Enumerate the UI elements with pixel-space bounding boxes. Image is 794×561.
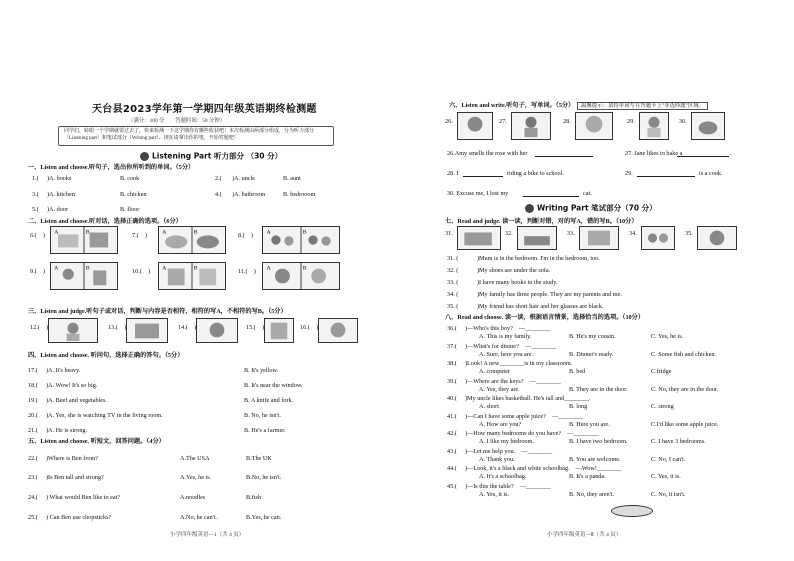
option-b: B. aunt [283, 175, 301, 182]
option-b: B. I have two bedroom. [569, 438, 628, 445]
q-number: 25.( [28, 514, 38, 521]
q-number: 1.( [32, 175, 39, 182]
question: )My uncle likes basketball. He's tall and________. [465, 395, 591, 402]
listening-banner-text: Listening Part 听力部分 （30 分） [152, 151, 283, 161]
q-label: 14.( ) [178, 324, 197, 331]
statement: )Mum is in the bedroom. I'm in the bedroom, too. [477, 255, 600, 262]
option-b: B. They are in the door. [569, 385, 628, 393]
section-3-title: 三、Listen and judge.听句子或对话，判断与内容是否相符，相符的写A，不相符的写B。（5分） [28, 308, 287, 315]
q-label: 15.( ) [246, 324, 265, 331]
q-label: 13.( ) [108, 324, 127, 331]
picture-pair [50, 226, 118, 254]
option-c: C. Yes, he is. [651, 333, 684, 340]
option-a: )A. It's heavy. [46, 367, 81, 374]
option-b: B. Here you are. [569, 420, 610, 428]
option-a: A. computer [479, 368, 510, 375]
q-label: 28. [563, 118, 571, 125]
q-label: 33. [567, 230, 575, 237]
sentence-end: cat. [583, 190, 592, 197]
option-c: C.fridge [651, 368, 672, 375]
judge-picture [48, 318, 98, 343]
q-number: 5.( [32, 206, 39, 213]
q-number: 41.( [447, 412, 457, 420]
svg-text:A: A [54, 229, 59, 236]
right-page [397, 0, 794, 561]
option-a: A. It's a schoolbag. [479, 473, 527, 480]
option-b: B. No, they aren't. [569, 490, 615, 498]
option-a: A.noodles [180, 494, 206, 501]
q-label: 9.( ) [30, 268, 45, 275]
option-c: C. No, they are in the door. [651, 385, 719, 393]
option-c: C. No, it isn't. [651, 490, 686, 498]
option-a: A. Yes, it is. [479, 490, 510, 498]
picture-pair [158, 262, 226, 290]
question: )—Can I have some apple juice? —________ [465, 412, 584, 420]
q-number: 44.( [447, 465, 457, 472]
section-6-hint: 温馨提示：请将单词写在答题卡上"非选择题"区域。 [577, 102, 708, 110]
svg-text:B: B [85, 229, 90, 236]
q-number: 22.( [28, 455, 38, 462]
svg-text:B: B [193, 265, 198, 272]
q-label: 16.( ) [300, 324, 319, 331]
option-a: )A. Wow! It's so big. [46, 382, 98, 389]
option-b: B. cook [120, 175, 140, 182]
option-a: A. Thank you. [479, 455, 515, 463]
sentence-start: 29. [625, 170, 633, 177]
answer-blank[interactable] [523, 189, 579, 197]
statement: )My friend has short hair and her glasses are black. [477, 303, 604, 310]
sentence-end: riding a bike to school. [507, 170, 564, 177]
option-c: C. I have 3 bedrooms. [651, 438, 706, 445]
svg-text:B: B [302, 265, 307, 272]
svg-text:A: A [54, 265, 59, 272]
q-label: 34. [629, 230, 637, 237]
judge-picture [264, 318, 294, 343]
option-c: C.I'd like some apple juice. [651, 420, 719, 428]
exam-title: 天台县2023学年第一学期四年级英语期终检测题 [92, 104, 317, 115]
sentence-start: 27. Jane likes to bake a [625, 150, 683, 157]
q-number: 24.( [28, 494, 38, 501]
q-number: 2.( [215, 175, 222, 182]
question: )Is Ben tall and strong? [46, 474, 104, 481]
sentence-end: is a cook. [699, 170, 723, 177]
picture-pair [262, 226, 340, 254]
sentence-start: 28. I [447, 170, 459, 177]
option-b: B. bed [569, 368, 586, 375]
option-a: A.No, he can't. [180, 514, 218, 521]
option-a: A. short [479, 403, 499, 410]
q-label: 11.( ) [238, 268, 256, 275]
option-a: )A. door [47, 206, 68, 213]
pen-icon [525, 204, 534, 213]
q-number: 3.( [32, 191, 39, 198]
option-a: A.Yes, he is. [180, 474, 212, 481]
svg-text:B: B [302, 229, 307, 236]
option-b: B. He's a farmer. [244, 427, 286, 434]
option-b: B.fish [246, 494, 261, 501]
option-c: C. strong [651, 403, 674, 410]
q-number: 43.( [447, 447, 457, 455]
question: )Where is Ben from? [46, 455, 99, 462]
question: ) Can Ben use chopsticks? [46, 514, 112, 521]
q-number: 36.( [447, 325, 457, 332]
judge-picture [318, 318, 358, 343]
q-label: 27. [499, 118, 507, 125]
option-b: B. It's near the window. [244, 382, 303, 389]
svg-text:A: A [266, 229, 271, 236]
option-a: A. Sure, here you are. [479, 350, 534, 358]
picture-pair [50, 262, 118, 290]
page-footer: 小学四年级英语—1（共 4 页） [170, 532, 245, 538]
judge-picture [126, 318, 168, 343]
q-label: 7.( ) [132, 232, 147, 239]
statement: )My family has three people. They are my parents and me. [477, 291, 622, 298]
q-number: 42.( [447, 430, 457, 437]
judge-picture [579, 226, 619, 250]
question: )Look! A new________is in my classroom. [465, 360, 573, 367]
picture-pair [158, 226, 226, 254]
answer-blank[interactable] [463, 169, 503, 177]
option-c: C. No, I can't. [651, 455, 686, 463]
option-b: B. bedrooom [283, 191, 316, 198]
q-label: 10.( ) [132, 268, 151, 275]
table-picture [611, 505, 653, 517]
statement: )My shoes are under the sofa. [477, 267, 551, 274]
question: )—Look, it's a black and white schoolbag. —Wow!________ [465, 465, 622, 472]
option-a: A. I like my bedroom. [479, 438, 534, 445]
sentence-start: 30. Excuse me, I lost my [447, 190, 509, 197]
judge-picture [641, 226, 675, 250]
sentence-end: . [730, 150, 732, 157]
option-b: B. He's my cousin. [569, 333, 616, 340]
q-number: 19.( [28, 397, 38, 404]
option-c: C. Some fish and chicken. [651, 350, 716, 358]
picture-pair [262, 262, 340, 290]
q-label: 12.( ) [30, 324, 49, 331]
q-number: 40.( [447, 395, 457, 402]
section-5-title: 五、Listen and choose. 听短文，回答问题。（4分） [28, 438, 165, 445]
q-number: 18.( [28, 382, 38, 389]
section-2-title: 二、Listen and choose.听对话，选择正确的选项。（6分） [28, 218, 182, 225]
judge-picture [457, 226, 501, 250]
option-b: B. long [569, 403, 588, 410]
svg-text:A: A [162, 229, 167, 236]
q-label: 32. [505, 230, 513, 237]
section-1-title: 一、Listen and choose.听句子，选出你所听到的单词。（5分） [28, 164, 195, 171]
write-picture [691, 112, 725, 140]
q-label: 35. [685, 230, 693, 237]
q-number: 32. ( [447, 267, 459, 274]
question: )—How many bedrooms do you have? —________ [465, 430, 599, 437]
q-number: 4.( [215, 191, 222, 198]
sentence-start: 26.Amy smells the rose with her [447, 150, 528, 157]
statement: )I have many books in the study. [477, 279, 558, 286]
headphone-icon [140, 152, 149, 161]
q-number: 31. ( [447, 255, 459, 262]
q-number: 23.( [28, 474, 38, 481]
judge-picture [697, 226, 737, 250]
option-b: B.No, he isn't. [246, 474, 282, 481]
option-b: B.Yes, he can. [246, 514, 282, 521]
answer-blank[interactable] [535, 149, 593, 157]
q-number: 34. ( [447, 291, 459, 298]
option-b: B. Dinner's ready. [569, 350, 614, 358]
q-label: 29. [627, 118, 635, 125]
option-b: B. floor [120, 206, 140, 213]
q-number: 33. ( [447, 279, 459, 286]
option-a: )A. He is strong. [46, 427, 88, 434]
svg-text:A: A [162, 265, 167, 272]
option-a: )A. uncle [232, 175, 256, 182]
option-b: B. No, he isn't. [244, 412, 281, 419]
option-a: )A. books [47, 175, 72, 182]
write-picture [457, 112, 493, 140]
svg-text:A: A [266, 265, 271, 272]
option-b: B.The UK [246, 455, 272, 462]
section-7-title: 七、Read and judge. 读一读，判断对错，对的写A，错的写B。（10分） [445, 218, 638, 225]
option-a: )A. Yes, she is watching TV in the living room. [46, 412, 163, 419]
section-4-title: 四、Listen and choose. 听问句，选择正确的答句。（5分） [28, 352, 184, 359]
q-label: 6.( ) [30, 232, 45, 239]
q-label: 30. [679, 118, 687, 125]
question: )—What's for dinner? —________ [465, 342, 557, 350]
question: )—Where are the keys? —________ [465, 377, 561, 385]
page-footer: 小学四年级英语—Ⅱ（共 4 页） [547, 532, 622, 538]
option-b: B. chicken [120, 191, 147, 198]
question: ) What would Ben like to eat? [46, 494, 121, 501]
q-number: 20.( [28, 412, 38, 419]
q-number: 37.( [447, 342, 457, 350]
question: )—Let me help you. —________ [465, 447, 553, 455]
q-number: 45.( [447, 482, 457, 490]
listening-banner [140, 152, 282, 161]
write-picture [511, 112, 551, 140]
judge-picture [196, 318, 238, 343]
exam-subtitle: （满分：100 分 答题时间：50 分钟） [128, 118, 226, 124]
intro-note: 同学们，转眼一个学期就要过去了，快来检测一下这学期你有哪些收获吧！本次检测由两部分组成，分为听力部分（Listening part）和笔试部分（Writing part）。现在请拿出你的笔，开始答题吧！ [58, 126, 334, 146]
answer-blank[interactable] [637, 169, 695, 177]
q-number: 39.( [447, 377, 457, 385]
section-8-title: 八、Read and choose. 读一读，根据语言情景，选择恰当的选项。（10分） [445, 314, 645, 321]
q-number: 17.( [28, 367, 38, 374]
q-number: 38.( [447, 360, 457, 367]
option-a: A. Yes, they are. [479, 385, 520, 393]
option-a: A.The USA [180, 455, 210, 462]
option-a: )A. Beef and vegetables. [46, 397, 107, 404]
section-6-title: 六、Listen and write.听句子，写单词。（5分） [449, 102, 575, 109]
svg-text:B: B [85, 265, 90, 272]
option-b: B. It's a panda. [569, 473, 606, 480]
option-a: )A. bathroom [232, 191, 266, 198]
q-label: 31. [445, 230, 453, 237]
writing-banner-text: Writing Part 笔试部分（70 分） [537, 203, 657, 213]
option-b: B. A knife and fork. [244, 397, 294, 404]
q-number: 35. ( [447, 303, 459, 310]
option-c: C. Yes, it is. [651, 473, 681, 480]
judge-picture [517, 226, 557, 250]
q-number: 21.( [28, 427, 38, 434]
svg-text:B: B [193, 229, 198, 236]
option-a: A. How are you? [479, 420, 522, 428]
option-b: B. You are welcome. [569, 455, 621, 463]
question: )—Is this the table? —________ [465, 482, 551, 490]
q-label: 26. [445, 118, 453, 125]
write-picture [639, 112, 669, 140]
option-a: A. This is my family. [479, 333, 532, 340]
option-a: )A. kitchen [47, 191, 75, 198]
write-picture [575, 112, 613, 140]
question: )—Who's this boy? —________ [465, 325, 550, 332]
writing-banner [525, 204, 657, 213]
q-label: 8.( ) [238, 232, 253, 239]
option-b: B. It's yellow. [244, 367, 279, 374]
answer-blank[interactable] [677, 149, 729, 157]
